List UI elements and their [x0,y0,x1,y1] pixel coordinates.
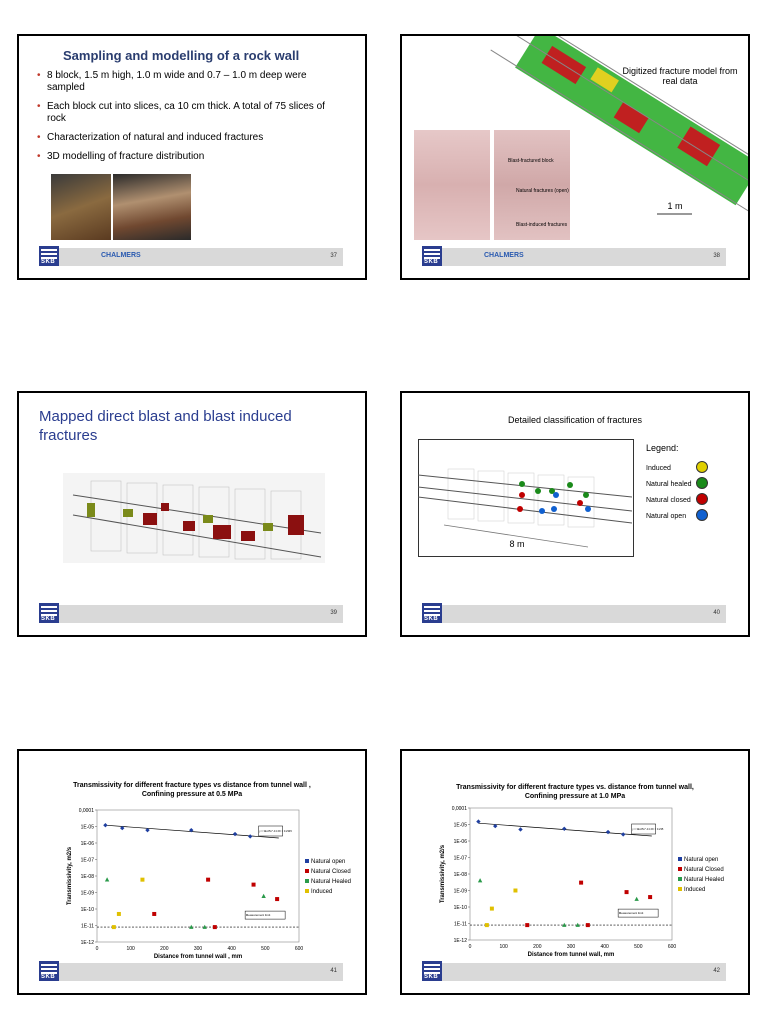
legend-label: Natural Healed [684,877,725,883]
y-tick-label: 0,0001 [78,808,94,814]
page-number: 38 [713,253,720,259]
y-tick-label: 1E-09 [453,888,467,895]
y-tick-label: 1E-10 [453,905,467,911]
x-tick-label: 200 [533,944,542,950]
bullet-item: • 3D modelling of fracture distribution [37,151,327,163]
footer-brand: CHALMERS [101,252,141,259]
legend-label: Natural open [311,859,346,865]
x-tick-label: 300 [193,946,203,952]
legend-label-induced: Induced [646,465,671,472]
legend-label: Induced [311,889,333,895]
legend-label-natural-closed: Natural closed [646,497,691,504]
threshold-label: Measurement limit [245,913,271,918]
data-point [140,878,144,882]
slide-37[interactable] [17,34,367,280]
x-tick-label: 400 [600,944,609,950]
x-tick-label: 300 [566,944,576,950]
page-number: 37 [330,253,337,259]
natural-closed-dot-icon [696,493,708,505]
skb-logo-icon: SKB [39,603,59,623]
slide-footer [424,963,726,981]
slide-footer [424,248,726,266]
slide-title: Sampling and modelling of a rock wall [63,48,300,63]
x-tick-label: 600 [294,946,304,952]
slide-footer [41,248,343,266]
page-number: 42 [713,968,720,974]
natural-open-dot-icon [696,509,708,521]
slide-footer [424,605,726,623]
y-tick-label: 1E-06 [453,839,467,845]
data-point [485,923,489,927]
classification-model [418,439,632,555]
slide-footer [41,605,343,623]
legend-marker [305,859,309,863]
data-point [625,890,629,894]
data-point [206,878,210,882]
y-tick-label: 1E-11 [81,923,94,930]
data-point [525,923,529,927]
rock-block-photo-1 [51,174,111,240]
scale-label: 8 m [509,539,525,549]
legend-label: Induced [684,887,706,893]
legend-label: Natural Healed [311,879,352,885]
slide-title: Detailed classification of fractures [507,415,643,425]
y-tick-label: 1E-12 [80,940,94,946]
chart-title: Transmissivity for different fracture types vs. distance from tunnel wall, Confining pressure at 1.0 MPa [456,784,694,800]
legend-marker [305,879,309,883]
bullet-item: • Characterization of natural and induced fractures [37,132,327,144]
legend-label: Natural open [684,857,719,863]
natural-healed-dot-icon [696,477,708,489]
y-tick-label: 1E-10 [80,907,94,913]
scale-label: 1 m [667,201,683,211]
legend-marker [678,887,682,891]
data-point [152,912,156,916]
page-number: 41 [330,968,337,974]
y-tick-label: 1E-06 [80,841,94,847]
rock-block-photo-2 [113,174,191,240]
legend-marker [678,877,682,881]
data-point [213,925,217,929]
bullet-item: • 8 block, 1.5 m high, 1.0 m wide and 0.7 – 1.0 m deep were sampled [37,70,327,94]
data-point [252,883,256,887]
slide-42[interactable] [400,749,750,995]
slide-41[interactable] [17,749,367,995]
blast-fracture-model [63,473,325,563]
x-tick-label: 500 [634,944,643,950]
slide-title: Mapped direct blast and blast induced fractures [39,408,292,444]
slide-40[interactable] [400,391,750,637]
y-axis-label: Transmissivity, m2/s [67,846,73,906]
legend-marker [678,867,682,871]
transmissivity-chart-05mpa [19,805,365,985]
x-axis-label: Distance from tunnel wall, mm [527,952,615,958]
legend-label-natural-open: Natural open [646,513,687,520]
threshold-label: Measurement limit [618,911,644,916]
y-tick-label: 0,0001 [451,806,467,812]
transmissivity-chart-10mpa [402,803,748,983]
x-tick-label: 400 [227,946,236,952]
skb-logo-icon: SKB [422,603,442,623]
data-point [112,925,116,929]
bullet-list [37,70,327,170]
data-point [117,912,121,916]
data-point [648,895,652,899]
x-tick-label: 200 [160,946,169,952]
x-tick-label: 0 [95,946,99,952]
x-tick-label: 100 [126,946,135,952]
trend-label: y = 3E-05x^-0.4 R² = 0.2345 [259,830,292,833]
y-tick-label: 1E-07 [80,857,94,864]
x-tick-label: 0 [468,944,472,950]
data-point [579,881,583,885]
x-tick-label: 500 [261,946,270,952]
slide-footer [41,963,343,981]
legend-marker [305,889,309,893]
slide-38[interactable] [400,34,750,280]
legend-label: Natural Closed [311,869,351,875]
y-tick-label: 1E-07 [453,855,467,862]
chart-title: Transmissivity for different fracture types vs distance from tunnel wall , Confining pressure at 0.5 MPa [73,782,311,798]
rock-slice-photo-1 [414,130,490,240]
bullet-item: • Each block cut into slices, ca 10 cm thick. A total of 75 slices of rock [37,101,327,125]
skb-logo-icon: SKB [422,246,442,266]
slide-39[interactable] [17,391,367,637]
data-point [490,907,494,911]
data-point [586,923,590,927]
page-number: 40 [713,610,720,616]
skb-logo-icon: SKB [39,246,59,266]
y-tick-label: 1E-08 [453,872,467,878]
legend-label-natural-healed: Natural healed [646,481,692,488]
model-label: Digitized fracture model from real data [622,66,738,86]
x-axis-label: Distance from tunnel wall , mm [153,954,243,960]
x-tick-label: 100 [499,944,508,950]
y-tick-label: 1E-08 [80,874,94,880]
legend-marker [305,869,309,873]
induced-dot-icon [696,461,708,473]
y-tick-label: 1E-12 [453,938,467,944]
y-axis-label: Transmissivity, m2/s [440,844,446,904]
page-number: 39 [330,610,337,616]
footer-brand: CHALMERS [484,252,524,259]
y-tick-label: 1E-05 [80,824,94,831]
trend-label: y = 3E-05x^-0.4 R² = 0.235 [632,828,664,831]
skb-logo-icon: SKB [422,961,442,981]
legend-title: Legend: [646,443,679,453]
skb-logo-icon: SKB [39,961,59,981]
legend-marker [678,857,682,861]
data-point [275,897,279,901]
y-tick-label: 1E-09 [80,890,94,897]
photo-label: Natural fractures (open) [516,188,569,194]
y-tick-label: 1E-11 [454,921,467,928]
data-point [513,889,517,893]
legend-label: Natural Closed [684,867,724,873]
photo-label: Blast-fractured block [508,158,554,164]
photo-label: Blast-induced fractures [516,222,568,228]
x-tick-label: 600 [667,944,677,950]
y-tick-label: 1E-05 [453,822,467,829]
